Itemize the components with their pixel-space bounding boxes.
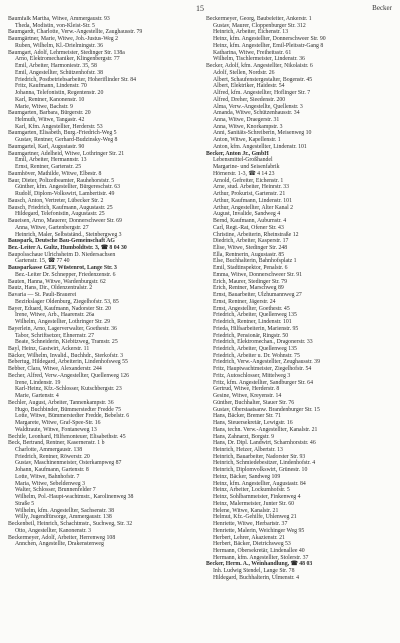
directory-entry: Katharina, Witwe, Freiheitsstr. 61 [213, 49, 292, 56]
directory-entry: Annchen, Angestellte, Drakenstenweg [15, 541, 104, 548]
directory-entry: Bavaria — St. Pauli-Brauerei [8, 292, 77, 299]
directory-entry: August, Invalide, Sandweg 4 [213, 211, 281, 218]
directory-entry: Gustav, Oberstaatsanw. Brandenburger Str. 15 [213, 406, 320, 413]
directory-entry: Bausparkasse GEF, Wüstenrot, Lange Str. 3 [8, 265, 117, 272]
directory-entry: Ernst, Rentner, Gartenstr. 25 [15, 164, 82, 171]
directory-entry: Lebensmittel-Großhandel [213, 157, 273, 164]
directory-entry: Albert, Schaufenstergestalter, Bogenstr. 45 [213, 76, 313, 83]
directory-entry: Bezirkslager Oldenburg, Ziegelhofstr. 53, 85 [15, 298, 119, 305]
directory-entry: Friedrich, Elektromechan., Dragonerstr. 33 [213, 339, 313, 346]
directory-entry: Heinrich, Arbeiter, Eichenstr. 13 [213, 29, 289, 36]
right-column [206, 16, 396, 582]
directory-entry: Baumgärtner, Marie, Witwe, Joh.-Justus-Weg 2 [8, 36, 119, 43]
directory-entry: Christine, Arbeiterin, Rheinstraße 12 [213, 231, 299, 238]
directory-entry: Gustav, Maschinenmeister, Osterkampweg 87 [15, 460, 122, 467]
directory-entry: Margarine- und Seisenfabrik [213, 164, 280, 171]
directory-entry: Gertrud, Witwe, Herderstr. 8 [213, 386, 280, 393]
directory-entry: Henriette, Witwe, Herbartstr. 37 [213, 521, 288, 528]
directory-entry: Gustav, Maurer, Cloppenburger Str. 312 [213, 22, 306, 29]
directory-entry: Hermann, Obersekretär, Lindenallee 40 [213, 548, 305, 555]
directory-entry: Ernst, Angestellter, Goethestr. 45 [213, 305, 290, 312]
directory-entry: Friedrich, Arbeiter, Quellenweg 135 [213, 312, 297, 319]
directory-entry: Emil, Angestellter, Schützenhofstr. 38 [15, 69, 103, 76]
directory-entry: Anton, kfm. Angestellter, Lindenstr. 101 [213, 143, 307, 150]
directory-entry: Karl, Rentner, Kanonenstr. 10 [15, 96, 85, 103]
directory-entry: Ella, Rentnerin, Augustastr. 85 [213, 251, 285, 258]
directory-entry: Frieda, Hilfsarbeiterin, Marienstr. 95 [213, 325, 299, 332]
directory-entry: Marie, Witwe, Bachstr. 9 [15, 103, 73, 110]
directory-entry: Baueisen, Arno, Mauerer, Donnerschweer Str. 69 [8, 218, 122, 225]
directory-entry: Lotte, Witwe, Bümmerstedter Fredde, Bebelstr. 6 [15, 413, 130, 420]
directory-entry: Fritz, Kaufmann, Lindenstr. 70 [15, 83, 87, 90]
directory-entry: Alma, Verw.-Angestellte, Quellenstr. 3 [213, 103, 303, 110]
directory-entry: Bautz, Hans, Dir., Oldenzentralstr. 2 [8, 285, 93, 292]
directory-entry: Hans, Bäcker, Bremer Str. 71 [213, 413, 281, 420]
directory-entry: Wilhelm, Tischlermeister, Lindenstr. 36 [213, 56, 305, 63]
directory-entry: Maria, Witwe, Sebeldenweg 3 [15, 480, 86, 487]
directory-entry: Heinz, Malermeister, Junter Str. 60 [213, 500, 295, 507]
directory-entry: Hans, techn. Verw.-Angestellter, Kanalstr. 21 [213, 426, 318, 433]
directory-entry: Friedrich, Rentner, Lindenstr. 101 [213, 319, 292, 326]
directory-entry: Bausch, Anton, Vertreter, Lübecker Str. 2 [8, 197, 104, 204]
directory-entry: Irene, Lindenstr. 19 [15, 379, 61, 386]
directory-entry: Beck, Bertrand, Rentner, Kasernenstr. 1 b [8, 440, 105, 447]
directory-entry: Baumgardt, Charlotte, Verw.-Angestellte, Zaughausstr. 79 [8, 29, 143, 36]
directory-entry: Emil, Arbeiter, Hermannstr. 13 [15, 157, 87, 164]
running-head: Becker [372, 4, 392, 12]
directory-entry: Helene, Witwe, Kanalstr. 21 [213, 507, 279, 514]
directory-entry: Bayl, Heinz, Gastwirt, Ackerstr. 11 [8, 345, 90, 352]
directory-entry: Arno, Elektromechaniker, Klingenbergstr. 77 [15, 56, 120, 63]
directory-entry: Ruben, Wilhelm, Kl.-Drielmingstr. 36 [15, 42, 104, 49]
directory-entry: Gustav, Rentner, Gerhard-Budzinsky-Weg 8 [15, 137, 118, 144]
directory-entry: Marie, Gartenstr. 4 [15, 393, 59, 400]
directory-entry: Fritz, Autoschlosser, Mittelweg 3 [213, 372, 291, 379]
directory-entry: Heinz, Sohlbarnmeister, Finkenweg 4 [213, 494, 301, 501]
directory-entry: Friedrich, Verw.-Angestellter, Zeughausstr. 39 [213, 359, 320, 366]
directory-entry: Margarete, Witwe, Graf-Spee-Str. 16 [15, 420, 101, 427]
directory-entry: Baumgarten, Elisabeth, Burg.-Friedrich-Weg 5 [8, 130, 117, 137]
directory-entry: Charlotte, Ammergaustr. 138 [15, 447, 83, 453]
directory-entry: Emil, Stadtinspektor, Penalstr. 6 [213, 265, 288, 272]
directory-entry: Baumhöver, Mathilde, Witwe, Elbestr. 8 [8, 170, 102, 177]
directory-entry: Heinrich, Heizer, Albertstr. 13 [213, 447, 283, 453]
directory-entry: Baumgarten, Barbara, Bürgerstr. 20 [8, 110, 91, 117]
directory-entry: Becker, Adolf, kfm. Angestellter, Nikolaistr. 6 [206, 63, 313, 70]
directory-entry: Diedrich, Arbeiter, Kasperstr. 17 [213, 238, 289, 245]
directory-entry: Otto, Angestellter, Kanonenstr. 3 [15, 527, 92, 534]
directory-entry: Anton, Witwe, Kapellenstr. 1 [213, 137, 281, 144]
directory-entry: Arne, stud. Arbeiter, Heinrstr. 33 [213, 184, 290, 191]
directory-entry: Wilhelm, Angestellter, Lothringer Str. 29 [15, 319, 111, 326]
directory-entry: Bauspark, Deutsche Bau-Gemeinschaft AG [8, 238, 115, 245]
directory-entry: Hildegard, Buchhalterin, Ulmenstr. 4 [213, 574, 299, 581]
directory-entry: Helmut, Kfz.-Gehilfe, Uhlenweg 21 [213, 514, 297, 521]
directory-entry: Günther, kfm. Angestellter, Bürgereschstr. 63 [15, 184, 121, 191]
directory-entry: Wilhelm, Pol.-Haupt-wachtmstr., Karolinenweg 38 [15, 494, 134, 501]
directory-entry: Emma, Witwe, Donnerschweer Str. 91 [213, 271, 303, 278]
directory-entry: Henriette, Malerin, Weichinger Weg 95 [213, 527, 305, 534]
directory-entry: Arthur, Prokurist, Gartenstr. 21 [213, 191, 286, 198]
directory-entry: Bechtle, Leonhard, Hilfsmonteuer, Elisabethstr. 45 [8, 433, 126, 440]
directory-entry: Bayerlein, Arno, Lagerverwalter, Goethestr. 36 [8, 325, 117, 332]
directory-entry: Theda, Modistin, von-Kleist-Str. 5 [15, 22, 95, 29]
directory-entry: Hörnerstr. 1-3, ☎ 4 14 23 [213, 170, 275, 177]
directory-entry: Lotte, Witwe, Bahnhofstr. 7 [15, 473, 80, 480]
directory-entry: Bäcker, Wilhelm, Invalid., Buchhdr., Sterkofstr. 3 [8, 352, 124, 359]
directory-entry: Erich, Maurer, Stedinger Str. 79 [213, 278, 287, 285]
directory-entry: Erich, Rentner, Marschweg 89 [213, 285, 284, 292]
directory-entry: Hans, Steuersekretär, Lewigstr. 16 [213, 420, 293, 427]
directory-entry: Heinrich, Bauarbeiter, Nadorster Str. 93 [213, 453, 306, 460]
directory-entry: Bebertug, Hildegard, Arbeiterin, Lindenhofsweg 55 [8, 359, 128, 366]
directory-entry: Beckermeyer, Georg, Baubeleiter, Ankerstr. 1 [206, 16, 312, 22]
directory-entry: Willy, Jugendfürsorge, Ammergaustr. 138 [15, 514, 112, 521]
directory-entry: Bernd, Kaufmann, Auburnstr. 4 [213, 218, 287, 225]
directory-entry: Hans, Dr. Dipl. Landwirt, Scharnhorststr. 46 [213, 440, 316, 447]
directory-entry: Beckenbeil, Heinrich, Schachtmstr., Suchweg, Str. 32 [8, 521, 133, 528]
directory-entry: Ernst, Bauarbeiter, Ulzhumannweg 27 [213, 292, 302, 299]
directory-entry: Albert, Elektriker, Haidestr. 54 [213, 83, 285, 90]
directory-entry: Walter, Schlosser, Brunnenfelder 7 [15, 487, 96, 494]
directory-entry: Friedrich, Arbeiter u. Dr. Wohnstr. 75 [213, 352, 300, 359]
directory-entry: Friedrich, Pensionär, Ringstr. 50 [213, 332, 289, 339]
directory-entry: Ernst, Rentner, Jägerstr. 24 [213, 298, 276, 305]
directory-entry: Baupolsschaue Ulrichsheim D. Niedersachsen [8, 251, 116, 258]
directory-entry: Johanna, Telefonistin, Regentenstr. 20 [15, 90, 104, 97]
directory-entry: Wilhelm, kfm. Angestellter, Sachsenstr. 38 [15, 507, 115, 514]
directory-entry: Anna, Witwe, Draegerstr. 31 [213, 117, 280, 124]
directory-entry: Baumfalk Martha, Witwe, Ammergaustr. 93 [8, 16, 110, 22]
directory-entry: Gesine, Witwe, Kreyenstr. 14 [213, 393, 282, 400]
page-number: 15 [196, 4, 204, 13]
directory-entry: Carl, Regt.-Rat, Ofener Str. 43 [213, 224, 284, 231]
directory-entry: Hans, Zahnarzt, Borgstr. 9 [213, 433, 275, 440]
directory-entry: Arnold, Gefreiter, Eichenstr. 1 [213, 177, 284, 184]
directory-entry: Heinz, Arbeiter, Lockumhofstr. 5 [213, 487, 290, 494]
directory-entry: Gartenstr. 15, ☎ 77 40 [15, 258, 70, 265]
directory-entry: Anna, Witwe, Knorkampstr. 3 [213, 123, 283, 130]
directory-entry: Amanda, Witwe, Schützenhausstr. 34 [213, 110, 300, 117]
directory-entry: Bez.-Leiter Dr. Schnepper, Friedenzenstr. 6 [15, 271, 116, 278]
directory-entry: Hugo, Buchbinder, Bümmerstedter Fredde 75 [15, 406, 122, 413]
directory-entry: Hildegard, Telefonistin, Augustastr. 25 [15, 211, 105, 218]
directory-entry: Bez.-Leiter A. Gultz, Humboldtstr. 3, ☎ 8 04 30 [8, 244, 127, 251]
directory-entry: Becker, Anton Jr., GmbH [206, 150, 269, 157]
directory-entry: Baumgartner, Adelheid, Witwe, Lothringer Str. 21 [8, 150, 125, 157]
directory-entry: Johann, Kaufmann, Gartenstr. 8 [15, 467, 89, 474]
directory-entry: Anna, Witwe, Gartenbergstr. 27 [15, 224, 89, 231]
directory-entry: Karl-Heinz, Kfz.-Schlosser, Kutschbergstr. 23 [15, 386, 122, 393]
directory-entry: Fritz, kfm. Angestellter, Sandburger Str. 64 [213, 379, 313, 386]
directory-entry: Heinrich, Schmiedebesitzer, Lindenhofstr. 4 [213, 460, 316, 467]
directory-entry: Friedrich, Arbeiter, Quellenweg 135 [213, 345, 297, 352]
directory-entry: Fritz, Hauptwachtmeister, Ziegelhofstr. 54 [213, 366, 312, 373]
directory-entry: Baur, Dieter, Polizeibeamter, Rauhehorststr. 5 [8, 177, 115, 184]
directory-entry: Arthur, Angestellter, Alter Kanal 2 [213, 204, 294, 211]
directory-entry: Arthur, Kaufmann, Lindenstr. 101 [213, 197, 292, 204]
directory-entry: Becher, Alfred, Verw.-Angestellter, Quellenweg 126 [8, 372, 130, 379]
directory-entry: Straße 5 [15, 500, 35, 507]
directory-entry: Heinz, Bäcker, Sandweg 109 [213, 473, 281, 480]
directory-entry: Alfred, Dreher, Sieedenstr. 200 [213, 96, 286, 103]
directory-entry: Heinrich, Maler, Selbstständ., Steinbergweg 3 [15, 231, 122, 238]
directory-entry: Waldtraute, Witwe, Fontaneweg 13 [15, 426, 97, 433]
directory-entry: Baumgartel, Karl, Augustastr. 90 [8, 143, 85, 150]
directory-entry: Bauten, Hanna, Witwe, Wardenburgstr. 62 [8, 278, 106, 285]
directory-entry: Rudolf, Diplom-Volkswirt, Lambertistr. 49 [15, 191, 115, 198]
directory-entry: Alfred, kfm. Angestellter, Hoflinger Str. 7 [213, 90, 311, 97]
directory-entry: Else, Buchhalterin, Bahnhofsplatz 1 [213, 258, 297, 265]
directory-entry: Inh. Ludwig Stendel, Lange Str. 78 [213, 568, 295, 575]
directory-entry: Helmuth, Witwe, Tangastr. 42 [15, 117, 85, 124]
directory-entry: Herbert, Bäcker, Dietrichsweg 53 [213, 541, 291, 548]
directory-entry: Bayer, Eduard, Kaufmann, Nadorster Str. 20 [8, 305, 111, 312]
directory-entry: Heinz, kfm. Angestellter, Donnerschweer Str. 90 [213, 36, 326, 43]
directory-entry: Baumgart, Adolf, Lehrmeister, Stedinger Str. 138a [8, 49, 125, 56]
directory-entry: Becker, Herm. A., Weinhandlung, ☎ 48 03 [206, 561, 313, 568]
directory-entry: Anni, Sanitäts-Schreiberin, Meisenweg 10 [213, 130, 312, 137]
directory-entry: Irene, Witwe, Arb., Haarenstr. 26a [15, 312, 95, 319]
directory-entry: Bebber, Clara, Witwe, Alexanderstr. 244 [8, 366, 102, 373]
directory-entry: Bausch, Friedrich, Kaufmann, Augustastr. 25 [8, 204, 113, 211]
directory-entry: Elise, Witwe, Stedinger Str. 248 [213, 244, 288, 251]
directory-entry: Herbert, Lehrer, Akazienstr. 21 [213, 534, 285, 541]
directory-entry: Karl, Kfm. Angestellter, Herderstr. 53 [15, 123, 103, 130]
directory-entry: Beate, Schneiderin, Kiebitzweg, Tramstr. 25 [15, 339, 118, 346]
directory-entry: Bechler, August, Arbeiter, Tannenkampstr. 36 [8, 399, 114, 406]
directory-entry: Heinz, kfm. Angestellter, Augustastr. 84 [213, 480, 306, 487]
left-column [8, 16, 198, 548]
directory-entry: Friedrich, Rentner, Röwerstr. 20 [15, 453, 90, 460]
directory-entry: Heinz, kfm. Angestellter, Emil-Pleitsstr-Gang 8 [213, 42, 324, 49]
directory-entry: Friedrich, Postbetriebsarbeiter, Hoheriflinder Str. 84 [15, 76, 136, 83]
directory-entry: Tabor, Schriftsetzer, Ehnernstr. 27 [15, 332, 94, 339]
directory-entry: Emil, Arbeiter, Harmoniestr. 35, 58 [15, 63, 97, 70]
directory-entry: Adolf, Stellen, Nordstr. 26 [213, 69, 275, 76]
directory-entry: Beckermeyer, Adolf, Arbeiter, Herrenweg 108 [8, 534, 116, 541]
directory-entry: Heinrich, Diplomvolkswirt, Grünestr. 10 [213, 467, 308, 474]
directory-entry: Günther, Buchhalter, Stauer Str. 76 [213, 399, 295, 406]
directory-entry: Hermann, kfm. Angestellter, Stolerstr. 37 [213, 554, 309, 561]
